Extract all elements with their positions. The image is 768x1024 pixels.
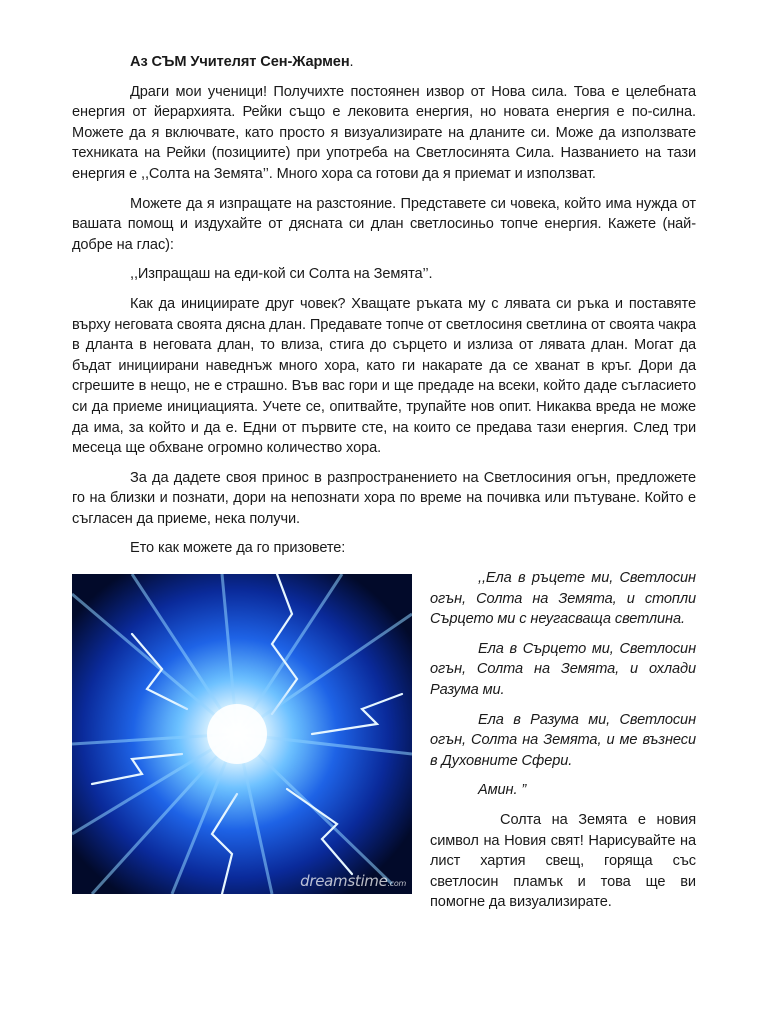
prayer-amen: Амин. ” xyxy=(478,782,527,799)
watermark-suffix: .com xyxy=(387,879,406,889)
paragraph-6: Ето как можете да го призовете: xyxy=(130,540,346,557)
paragraph-2: Можете да я изпращате на разстояние. Представете си човека, който има нужда от вашата помощ и издухайте от дясната си длан светлосиньо топче енергия. Кажете (най-добре на глас): xyxy=(72,195,696,253)
paragraph-3-quote: ,,Изпращаш на еди-кой си Солта на Земята’’. xyxy=(130,266,433,283)
paragraph-1: Драги мои ученици! Получихте постоянен извор от Нова сила. Това е целебната енергия от йерархията. Рейки също е лековита енергия, но новата енергия е по-силна. Можете да я включвате, като просто я визуализирате на дланите си. Може да използвате техниката на Рейки (позициите) при употреба на Светлосинята Сила. Названието на тази енергия е ,,Солта на Земята’’. Много хора са готови да я приемат и използват. xyxy=(72,83,696,182)
closing-paragraph: Солта на Земята е новия символ на Новия свят! Нарисувайте на лист хартия свещ, горяща със светлосин пламък и това ще ви помогне да визуализирате. xyxy=(430,812,696,911)
title-period: . xyxy=(349,54,354,70)
blue-energy-image xyxy=(72,574,412,894)
energy-burst-illustration xyxy=(72,574,412,894)
watermark-text: dreamstime xyxy=(300,872,388,891)
paragraph-4: Как да инициирате друг човек? Хващате ръката му с лявата си ръка и поставяте върху неговата своята дясна длан. Предавате топче от светлосиня светлина от своята чакра в дланта в неговата длан, то влиза, стига до сърцето и излиза от лявата длан. Могат да бъдат инициирани наведнъж много хора, като ги накарате да се хванат в кръг. Дори да сгрешите в нещо, не е страшно. Във вас гори и ще предаде на всеки, който даде съгласието си да приеме инициацията. Учете се, опитвайте, трупайте нов опит. Никаква вреда не може да има, за който и да е. Едни от първите сте, на които се предава тази енергия. След три месеца ще обхване огромно количество хора. xyxy=(72,295,696,457)
prayer-line-1: ,,Ела в ръцете ми, Светлосин огън, Солта на Земята, и стопли Сърцето ми с неугасваща светлина. xyxy=(430,570,696,628)
title-text: Аз СЪМ Учителят Сен-Жармен xyxy=(130,54,350,70)
page-title xyxy=(72,52,696,73)
prayer-line-2: Ела в Сърцето ми, Светлосин огън, Солта на Земята, и охлади Разума ми. xyxy=(430,640,696,699)
image-and-prayer xyxy=(72,568,696,913)
prayer-line-3: Ела в Разума ми, Светлосин огън, Солта на Земята, и ме възнеси в Духовните Сфери. xyxy=(430,711,696,769)
dreamstime-watermark xyxy=(300,872,406,890)
paragraph-5: За да дадете своя принос в разпространението на Светлосиния огън, предложете го на близки и познати, дори на непознати хора по време на почивка или пътуване. Който е съгласен да приеме, нека получи. xyxy=(72,469,696,527)
